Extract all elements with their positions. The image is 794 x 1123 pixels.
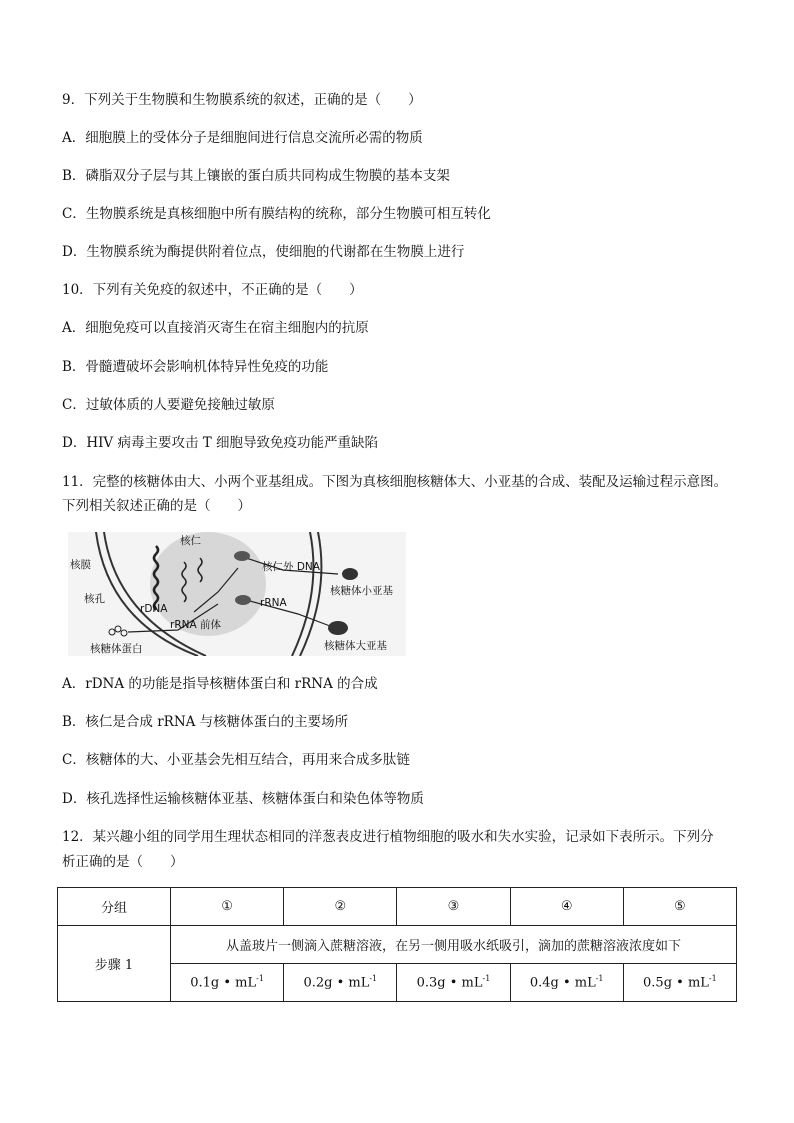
label-ribosomal-protein: 核糖体蛋白 xyxy=(90,643,143,655)
label-small-subunit: 核糖体小亚基 xyxy=(330,585,393,597)
q11-stem-line1: 11．完整的核糖体由大、小两个亚基组成。下图为真核细胞核糖体大、小亚基的合成、装配及运输过程示意图。 xyxy=(62,474,728,490)
q12-stem-line2: 析正确的是（ ） xyxy=(62,854,184,870)
small-subunit-blob xyxy=(342,568,358,580)
q9-option-b: B．磷脂双分子层与其上镶嵌的蛋白质共同构成生物膜的基本支架 xyxy=(62,168,450,184)
header-group-4: ④ xyxy=(510,888,623,926)
step-description: 从盖玻片一侧滴入蔗糖溶液，在另一侧用吸水纸吸引，滴加的蔗糖溶液浓度如下 xyxy=(171,926,737,964)
table-step-row xyxy=(58,926,737,964)
table-header-row xyxy=(58,888,737,926)
label-nucleolus: 核仁 xyxy=(180,535,201,547)
label-large-subunit: 核糖体大亚基 xyxy=(324,640,387,652)
label-extra-nucleolar-dna: 核仁外 DNA xyxy=(262,561,320,573)
concentration-3: 0.3g • $mL^{-1}$ xyxy=(397,964,510,1002)
q11-option-d: D．核孔选择性运输核糖体亚基、核糖体蛋白和染色体等物质 xyxy=(62,791,424,807)
concentration-4: 0.4g • $mL^{-1}$ xyxy=(510,964,623,1002)
large-subunit-blob xyxy=(328,621,348,635)
label-rrna: rRNA xyxy=(260,597,287,609)
label-nuclear-membrane: 核膜 xyxy=(70,559,91,571)
concentration-2: 0.2g • $mL^{-1}$ xyxy=(284,964,397,1002)
q9-option-d: D．生物膜系统为酶提供附着位点，使细胞的代谢都在生物膜上进行 xyxy=(62,244,465,260)
protein-dot-1 xyxy=(109,629,115,635)
subunit-blob-1 xyxy=(234,551,250,561)
q10-stem: 10．下列有关免疫的叙述中，不正确的是（ ） xyxy=(62,282,363,298)
header-group-3: ③ xyxy=(397,888,510,926)
ribosome-diagram xyxy=(68,532,406,656)
header-group-1: ① xyxy=(171,888,284,926)
experiment-table xyxy=(57,887,737,1002)
q11-option-b: B．核仁是合成 rRNA 与核糖体蛋白的主要场所 xyxy=(62,714,349,730)
concentration-1: 0.1g • $mL^{-1}$ xyxy=(171,964,284,1002)
q9-stem: 9．下列关于生物膜和生物膜系统的叙述，正确的是（ ） xyxy=(62,92,422,108)
q10-option-d: D．HIV 病毒主要攻击 T 细胞导致免疫功能严重缺陷 xyxy=(62,435,379,451)
q10-option-c: C．过敏体质的人要避免接触过敏原 xyxy=(62,397,275,413)
concentration-5: 0.5g • $mL^{-1}$ xyxy=(623,964,736,1002)
q9-option-c: C．生物膜系统是真核细胞中所有膜结构的统称，部分生物膜可相互转化 xyxy=(62,206,491,222)
q10-option-a: A．细胞免疫可以直接消灭寄生在宿主细胞内的抗原 xyxy=(62,320,369,336)
nuclear-membrane-right-inner xyxy=(292,532,313,656)
header-group-5: ⑤ xyxy=(623,888,736,926)
protein-dot-3 xyxy=(121,630,127,636)
label-rdna: rDNA xyxy=(140,603,168,615)
ribosome-assembly-figure xyxy=(68,532,406,656)
q11-stem-line2: 下列相关叙述正确的是（ ） xyxy=(62,498,251,514)
protein-dot-2 xyxy=(115,626,121,632)
header-group: 分组 xyxy=(58,888,171,926)
q12-stem-line1: 12．某兴趣小组的同学用生理状态相同的洋葱表皮进行植物细胞的吸水和失水实验，记录如下表所示。下列分 xyxy=(62,829,714,845)
q11-option-c: C．核糖体的大、小亚基会先相互结合，再用来合成多肽链 xyxy=(62,752,410,768)
header-group-2: ② xyxy=(284,888,397,926)
q10-option-b: B．骨髓遭破坏会影响机体特异性免疫的功能 xyxy=(62,359,329,375)
step-label: 步骤 1 xyxy=(58,926,171,1002)
q11-option-a: A．rDNA 的功能是指导核糖体蛋白和 rRNA 的合成 xyxy=(62,676,378,692)
subunit-blob-2 xyxy=(235,595,251,605)
q9-option-a: A．细胞膜上的受体分子是细胞间进行信息交流所必需的物质 xyxy=(62,130,423,146)
label-rrna-precursor: rRNA 前体 xyxy=(170,619,221,631)
label-nuclear-pore: 核孔 xyxy=(84,593,105,605)
